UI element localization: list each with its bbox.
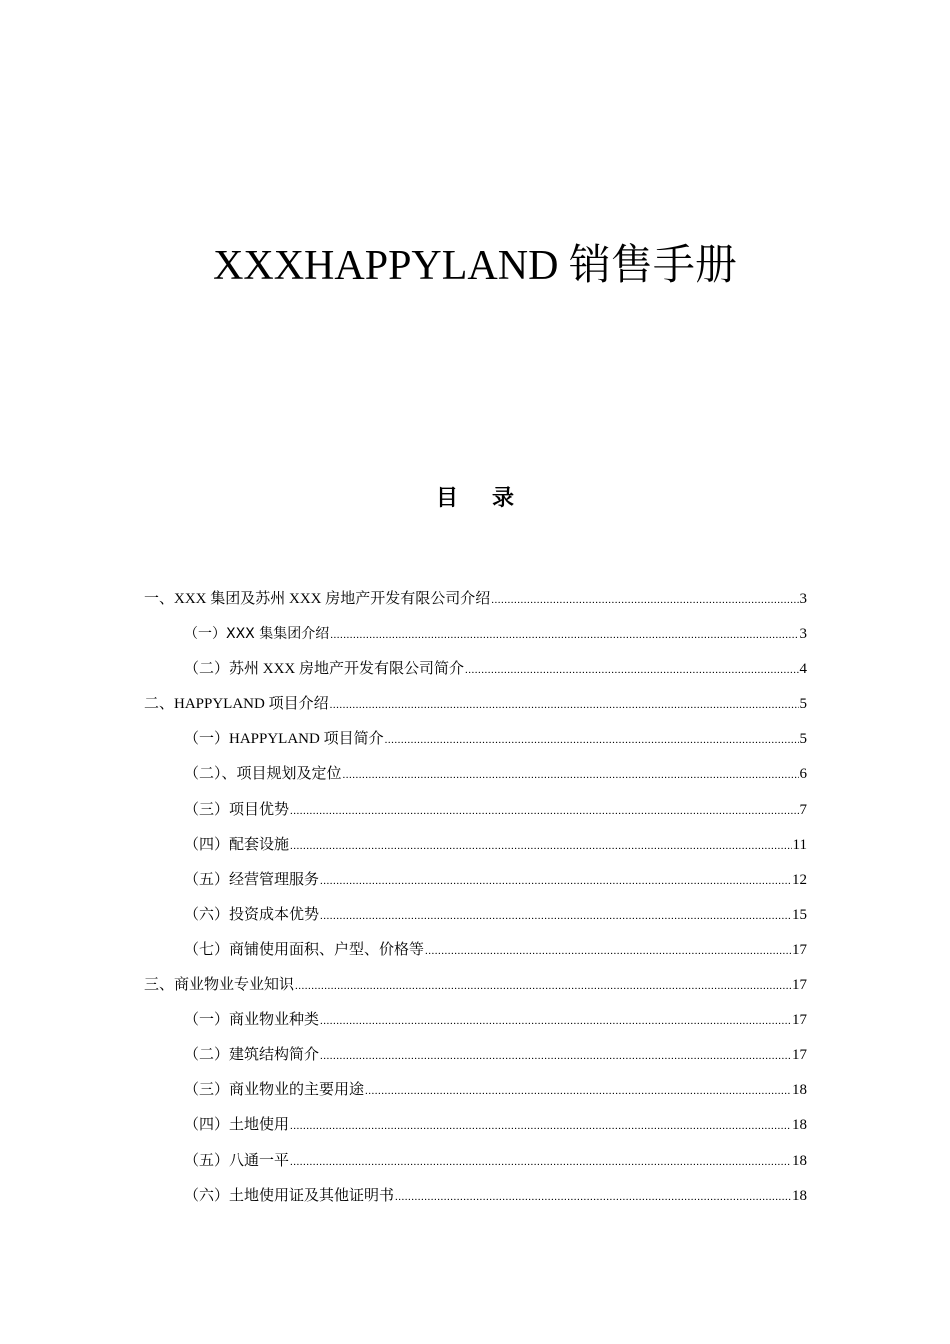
toc-entry-page: 3: [799, 591, 807, 607]
toc-dot-leader: [290, 1148, 791, 1176]
toc-entry-page: 18: [792, 1082, 807, 1099]
toc-entry-section-3-1[interactable]: [144, 1006, 807, 1041]
toc-dot-leader: [491, 586, 798, 614]
toc-entry-page: 12: [792, 871, 807, 888]
toc-entry-section-3-4[interactable]: [144, 1111, 807, 1146]
toc-entry-page: 18: [792, 1152, 807, 1169]
toc-dot-leader: [330, 621, 798, 649]
toc-entry-section-3-2[interactable]: [144, 1041, 807, 1076]
document-title: XXXHAPPYLAND 销售手册: [213, 243, 737, 290]
toc-entry-label: （七）商铺使用面积、户型、价格等: [184, 941, 425, 958]
toc-entry-section-2-1[interactable]: [144, 725, 807, 760]
toc-dot-leader: [395, 1183, 791, 1211]
table-of-contents: [144, 585, 807, 1217]
toc-entry-section-2-2[interactable]: [144, 760, 807, 795]
toc-dot-leader: [465, 656, 799, 684]
toc-entry-section-2-6[interactable]: [144, 901, 807, 936]
toc-entry-label: （六）土地使用证及其他证明书: [184, 1187, 395, 1204]
toc-entry-label: （一）HAPPYLAND 项目简介: [184, 731, 384, 748]
toc-entry-label: 二、HAPPYLAND 项目介绍: [144, 696, 329, 713]
toc-dot-leader: [320, 902, 791, 930]
toc-entry-label: 一、XXX 集团及苏州 XXX 房地产开发有限公司介绍: [144, 591, 491, 607]
toc-entry-page: 17: [792, 941, 807, 958]
toc-dot-leader: [385, 726, 799, 754]
toc-dot-leader: [320, 867, 791, 895]
toc-entry-label: （二）、项目规划及定位: [184, 766, 342, 783]
toc-entry-label: （四）配套设施: [184, 836, 290, 853]
toc-entry-label: （三）商业物业的主要用途: [184, 1082, 365, 1099]
toc-entry-section-3-5[interactable]: [144, 1147, 807, 1182]
toc-entry-page: 6: [799, 766, 807, 783]
toc-dot-leader: [320, 1007, 791, 1035]
toc-dot-leader: [295, 972, 791, 1000]
toc-dot-leader: [425, 937, 791, 965]
toc-dot-leader: [290, 832, 792, 860]
toc-entry-label: （四）土地使用: [184, 1117, 290, 1134]
toc-entry-page: 17: [792, 977, 807, 994]
toc-entry-section-2-7[interactable]: [144, 936, 807, 971]
toc-entry-page: 11: [792, 836, 807, 853]
toc-entry-page: 17: [792, 1047, 807, 1064]
toc-entry-section-1-1[interactable]: [144, 620, 807, 655]
toc-entry-label: （一）商业物业种类: [184, 1012, 320, 1029]
toc-entry-label: （一）XXX 集集团介绍: [184, 626, 330, 643]
toc-dot-leader: [290, 1112, 791, 1140]
toc-dot-leader: [320, 1042, 791, 1070]
toc-entry-label: 三、商业物业专业知识: [144, 977, 295, 994]
toc-entry-section-1[interactable]: [144, 585, 807, 620]
toc-entry-page: 15: [792, 906, 807, 923]
toc-heading-left: 目: [435, 485, 458, 511]
toc-entry-page: 18: [792, 1187, 807, 1204]
toc-entry-page: 7: [799, 801, 807, 818]
toc-entry-section-1-2[interactable]: [144, 655, 807, 690]
toc-entry-page: 17: [792, 1012, 807, 1029]
toc-entry-label: （六）投资成本优势: [184, 906, 320, 923]
toc-entry-section-3-6[interactable]: [144, 1182, 807, 1217]
toc-entry-section-3[interactable]: [144, 971, 807, 1006]
toc-entry-label: （三）项目优势: [184, 801, 290, 818]
toc-entry-label: （二）建筑结构简介: [184, 1047, 320, 1064]
toc-dot-leader: [290, 797, 798, 825]
toc-entry-page: 5: [799, 696, 807, 713]
toc-entry-section-3-3[interactable]: [144, 1076, 807, 1111]
toc-entry-label: （五）经营管理服务: [184, 871, 320, 888]
toc-dot-leader: [343, 761, 799, 789]
toc-heading-right: 录: [492, 485, 515, 511]
toc-entry-page: 3: [799, 626, 807, 643]
toc-entry-section-2-4[interactable]: [144, 831, 807, 866]
toc-heading: [0, 483, 950, 513]
toc-entry-label: （二）苏州 XXX 房地产开发有限公司简介: [184, 661, 464, 678]
toc-entry-section-2-5[interactable]: [144, 866, 807, 901]
toc-entry-page: 5: [799, 731, 807, 748]
toc-entry-page: 4: [799, 661, 807, 678]
toc-entry-page: 18: [792, 1117, 807, 1134]
toc-entry-section-2[interactable]: [144, 690, 807, 725]
toc-entry-label: （五）八通一平: [184, 1152, 290, 1169]
toc-dot-leader: [330, 691, 799, 719]
toc-entry-section-2-3[interactable]: [144, 796, 807, 831]
toc-dot-leader: [365, 1077, 791, 1105]
